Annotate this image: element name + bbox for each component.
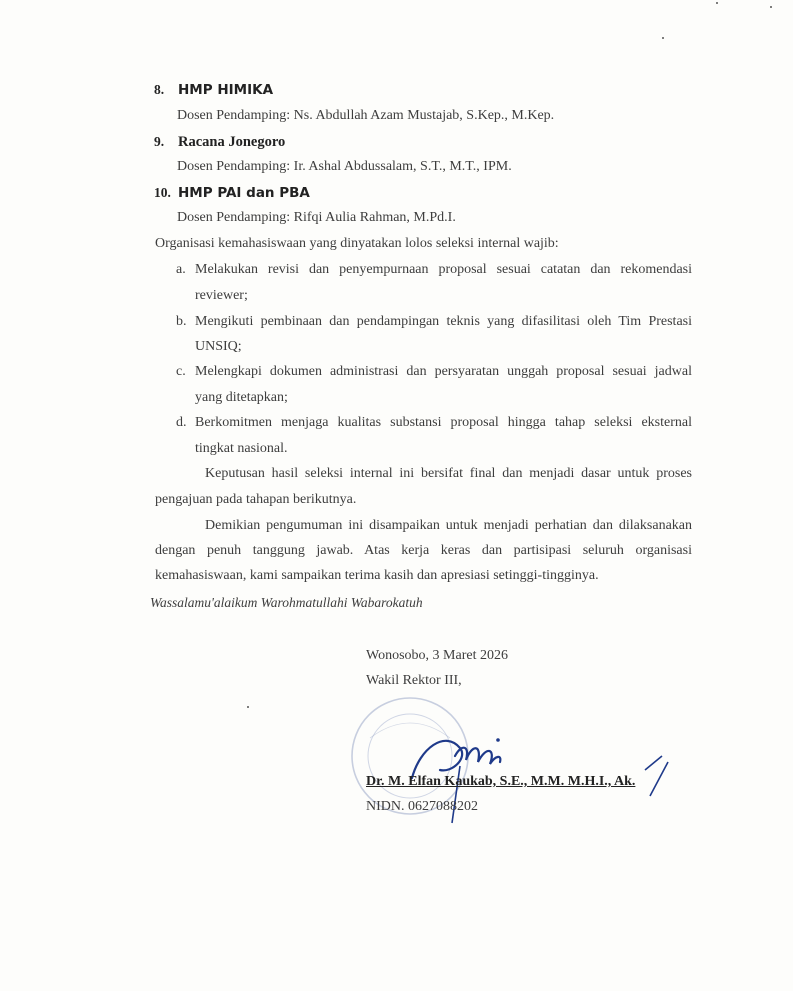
org-item-name: HMP PAI dan PBA	[178, 185, 310, 201]
org-item-number: 8.	[154, 82, 165, 97]
list-item-text: Melakukan revisi dan penyempurnaan proposal sesuai catatan dan rekomendasi	[195, 262, 692, 277]
list-item-text: Berkomitmen menjaga kualitas substansi proposal hingga tahap seleksi eksternal	[195, 415, 692, 430]
org-item-name: HMP HIMIKA	[178, 82, 274, 98]
list-item-letter: b.	[176, 314, 187, 329]
paragraph-line: pengajuan pada tahapan berikutnya.	[155, 492, 357, 507]
paragraph-line: Demikian pengumuman ini disampaikan untuk menjadi perhatian dan dilaksanakan	[205, 518, 692, 533]
scan-speck	[662, 37, 664, 39]
signer-position: Wakil Rektor III,	[366, 673, 462, 688]
obligations-intro: Organisasi kemahasiswaan yang dinyatakan lolos seleksi internal wajib:	[155, 236, 559, 251]
org-item-name: Racana Jonegoro	[178, 134, 286, 150]
scan-speck	[247, 706, 249, 708]
scan-speck	[716, 2, 718, 4]
list-item-text: Melengkapi dokumen administrasi dan persyaratan unggah proposal sesuai jadwal	[195, 364, 692, 379]
signer-nidn: NIDN. 0627088202	[366, 799, 478, 814]
org-item-advisor: Dosen Pendamping: Ns. Abdullah Azam Mustajab, S.Kep., M.Kep.	[177, 108, 555, 123]
org-item-number: 10.	[154, 185, 171, 200]
list-item-text-cont: tingkat nasional.	[195, 441, 288, 456]
paragraph-line: Keputusan hasil seleksi internal ini bersifat final dan menjadi dasar untuk proses	[205, 466, 692, 481]
list-item-text: Mengikuti pembinaan dan pendampingan teknis yang difasilitasi oleh Tim Prestasi	[195, 314, 692, 329]
list-item-text-cont: UNSIQ;	[195, 339, 242, 354]
list-item-letter: d.	[176, 415, 187, 430]
closing-salutation: Wassalamu'alaikum Warohmatullahi Wabarokatuh	[150, 595, 423, 610]
list-item-text-cont: reviewer;	[195, 288, 248, 303]
paragraph-line: kemahasiswaan, kami sampaikan terima kasih dan apresiasi setinggi-tingginya.	[155, 568, 599, 583]
list-item-letter: c.	[176, 364, 186, 379]
paragraph-line: dengan penuh tanggung jawab. Atas kerja keras dan partisipasi seluruh organisasi	[155, 543, 692, 558]
signer-name: Dr. M. Elfan Kaukab, S.E., M.M. M.H.I., Ak.	[366, 774, 636, 789]
scan-speck	[770, 6, 772, 8]
org-item-number: 9.	[154, 134, 165, 149]
list-item-letter: a.	[176, 262, 186, 277]
place-date: Wonosobo, 3 Maret 2026	[366, 648, 508, 663]
org-item-advisor: Dosen Pendamping: Ir. Ashal Abdussalam, S.T., M.T., IPM.	[177, 159, 512, 174]
list-item-text-cont: yang ditetapkan;	[195, 390, 288, 405]
org-item-advisor: Dosen Pendamping: Rifqi Aulia Rahman, M.Pd.I.	[177, 210, 456, 225]
